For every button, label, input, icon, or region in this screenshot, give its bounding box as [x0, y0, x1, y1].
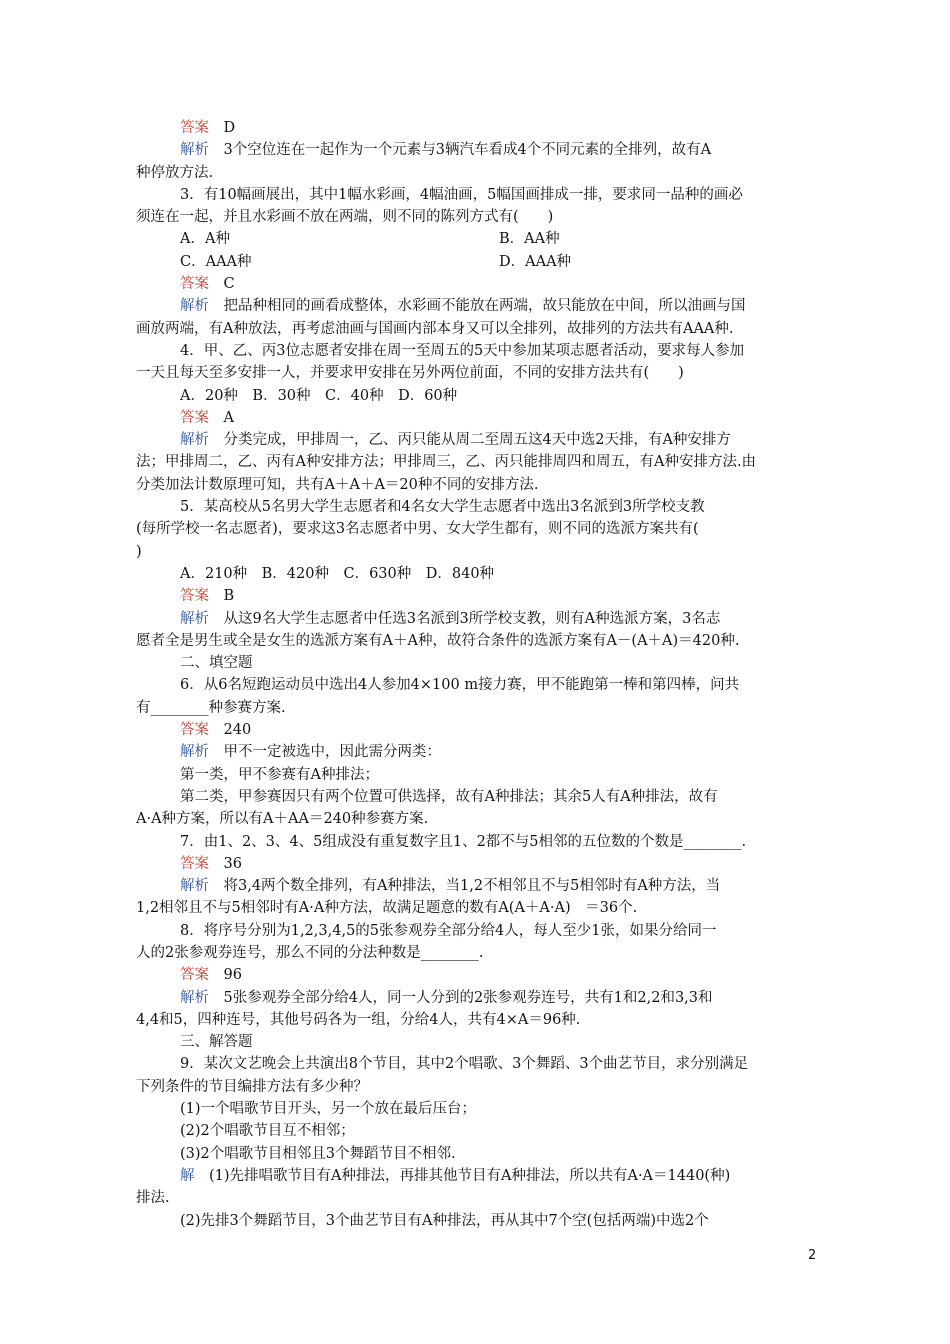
solution-line	[136, 1165, 818, 1187]
analysis-line	[136, 875, 818, 897]
answer-line	[136, 853, 818, 875]
line-text: 7．由1、2、3、4、5组成没有重复数字且1、2都不与5相邻的五位数的个数是________.	[180, 833, 747, 850]
analysis-label: 解析	[180, 744, 209, 761]
paragraph-line	[136, 1098, 818, 1120]
answer-line	[136, 117, 818, 139]
page-number: 2	[808, 1248, 817, 1263]
analysis-line	[136, 608, 818, 630]
line-text: 4．甲、乙、丙3位志愿者安排在周一至周五的5天中参加某项志愿者活动，要求每人参加	[180, 342, 745, 359]
continuation-line	[136, 897, 818, 919]
paragraph-line	[136, 1031, 818, 1053]
paragraph-line	[136, 340, 818, 362]
continuation-line	[136, 1009, 818, 1031]
paragraph-line	[136, 563, 818, 585]
paragraph-line	[136, 1210, 818, 1232]
paragraph-line	[136, 1053, 818, 1075]
line-text: 第一类，甲不参赛有A种排法；	[180, 766, 379, 783]
line-text: (1)先排唱歌节目有A种排法，再排其他节目有A种排法，所以共有A·A＝1440(种)	[209, 1167, 731, 1184]
paragraph-line	[136, 1143, 818, 1165]
line-text: 1,2相邻且不与5相邻时有A·A种方法，故满足题意的数有A(A＋A·A) ＝36个.	[136, 900, 638, 917]
line-text: 有________种参赛方案.	[136, 699, 286, 716]
line-text: A．210种 B．420种 C．630种 D．840种	[180, 565, 495, 582]
answer-line	[136, 585, 818, 607]
option-row	[136, 251, 818, 273]
continuation-line	[136, 697, 818, 719]
line-text: 6．从6名短跑运动员中选出4人参加4×100 m接力赛，甲不能跑第一棒和第四棒，问共	[180, 677, 740, 694]
line-text: 种停放方法.	[136, 164, 214, 181]
line-text: D	[223, 120, 236, 136]
line-text: 把品种相同的画看成整体，水彩画不能放在两端，故只能放在中间，所以油画与国	[223, 298, 746, 315]
paragraph-line	[136, 831, 818, 853]
line-text: 36	[223, 855, 242, 872]
line-text: )	[136, 543, 142, 560]
paragraph-line	[136, 385, 818, 407]
line-text: A．20种 B．30种 C．40种 D．60种	[180, 387, 458, 404]
analysis-line	[136, 139, 818, 161]
answer-label: 答案	[180, 120, 209, 136]
line-text: (2)2个唱歌节目互不相邻；	[180, 1123, 355, 1140]
line-text: 分类完成，甲排周一，乙、丙只能从周二至周五这4天中选2天排，有A种安排方	[223, 432, 731, 449]
continuation-line	[136, 808, 818, 830]
line-text: (2)先排3个舞蹈节目，3个曲艺节目有A种排法，再从其中7个空(包括两端)中选2个	[180, 1212, 709, 1229]
analysis-label: 解析	[180, 989, 209, 1006]
paragraph-line	[136, 786, 818, 808]
line-text: 人的2张参观券连号，那么不同的分法种数是________.	[136, 944, 484, 961]
analysis-line	[136, 429, 818, 451]
line-text: 愿者全是男生或全是女生的选派方案有A＋A种，故符合条件的选派方案有A－(A＋A)＝420种.	[136, 632, 740, 649]
line-text: 从这9名大学生志愿者中任选3名派到3所学校支教，则有A种选派方案，3名志	[223, 610, 721, 627]
continuation-line	[136, 206, 818, 228]
line-text: 96	[223, 967, 242, 984]
option-right: B．AA种	[499, 231, 560, 248]
line-text: 240	[223, 722, 252, 739]
line-text: 5张参观券全部分给4人，同一人分到的2张参观券连号，共有1和2,2和3,3和	[223, 989, 713, 1006]
line-text: 第二类，甲参赛因只有两个位置可供选择，故有A种排法；其余5人有A种排法，故有	[180, 788, 718, 805]
continuation-line	[136, 1076, 818, 1098]
document-body	[136, 117, 818, 1232]
line-text: 9．某次文艺晚会上共演出8个节目，其中2个唱歌、3个舞蹈、3个曲艺节目，求分别满足	[180, 1056, 749, 1073]
answer-line	[136, 719, 818, 741]
continuation-line	[136, 942, 818, 964]
continuation-line	[136, 318, 818, 340]
line-text: 分类加法计数原理可知，共有A＋A＋A＝20种不同的安排方法.	[136, 476, 539, 493]
line-text: 甲不一定被选中，因此需分两类：	[223, 744, 441, 761]
line-text: 三、解答题	[180, 1034, 253, 1051]
analysis-label: 解析	[180, 878, 209, 895]
line-text: A·A种方案，所以有A＋AA＝240种参赛方案.	[136, 811, 429, 828]
option-row	[136, 228, 818, 250]
analysis-label: 解析	[180, 142, 209, 159]
answer-label: 答案	[180, 276, 209, 293]
continuation-line	[136, 451, 818, 473]
line-text: A	[223, 409, 234, 426]
answer-label: 答案	[180, 855, 209, 872]
line-text: 须连在一起，并且水彩画不放在两端，则不同的陈列方式有( )	[136, 209, 554, 226]
paragraph-line	[136, 764, 818, 786]
line-text: 排法.	[136, 1190, 170, 1207]
line-text: 法；甲排周二，乙、丙有A种安排方法；甲排周三，乙、丙只能排周四和周五，有A种安排方法.由	[136, 454, 757, 471]
answer-line	[136, 273, 818, 295]
paragraph-line	[136, 652, 818, 674]
continuation-line	[136, 1187, 818, 1209]
line-text: 8．将序号分别为1,2,3,4,5的5张参观券全部分给4人，每人至少1张，如果分给同一	[180, 922, 717, 939]
analysis-line	[136, 987, 818, 1009]
line-text: 二、填空题	[180, 655, 253, 672]
continuation-line	[136, 474, 818, 496]
option-left: A．A种	[180, 231, 230, 248]
continuation-line	[136, 518, 818, 540]
paragraph-line	[136, 920, 818, 942]
line-text: 下列条件的节目编排方法有多少种？	[136, 1078, 368, 1095]
continuation-line	[136, 362, 818, 384]
paragraph-line	[136, 1120, 818, 1142]
continuation-line	[136, 630, 818, 652]
analysis-line	[136, 295, 818, 317]
line-text: (3)2个唱歌节目相邻且3个舞蹈节目不相邻.	[180, 1145, 456, 1162]
line-text: 一天且每天至多安排一人，并要求甲安排在另外两位前面，不同的安排方法共有( )	[136, 365, 684, 382]
line-text: 3个空位连在一起作为一个元素与3辆汽车看成4个不同元素的全排列，故有A	[223, 142, 712, 159]
line-text: 4,4和5，四种连号，其他号码各为一组，分给4人，共有4×A＝96种.	[136, 1011, 581, 1028]
analysis-line	[136, 741, 818, 763]
line-text: C	[223, 276, 235, 293]
line-text: 将3,4两个数全排列，有A种排法，当1,2不相邻且不与5相邻时有A种方法，当	[223, 878, 721, 895]
paragraph-line	[136, 496, 818, 518]
solution-label: 解	[180, 1167, 195, 1184]
continuation-line	[136, 541, 818, 563]
analysis-label: 解析	[180, 432, 209, 449]
option-right: D．AAA种	[499, 253, 572, 270]
analysis-label: 解析	[180, 298, 209, 315]
analysis-label: 解析	[180, 610, 209, 627]
answer-label: 答案	[180, 588, 209, 605]
option-left: C．AAA种	[180, 253, 252, 270]
paragraph-line	[136, 674, 818, 696]
line-text: (1)一个唱歌节目开头，另一个放在最后压台；	[180, 1101, 477, 1118]
answer-label: 答案	[180, 409, 209, 426]
line-text: 5．某高校从5名男大学生志愿者和4名女大学生志愿者中选出3名派到3所学校支教	[180, 499, 705, 516]
continuation-line	[136, 162, 818, 184]
line-text: B	[223, 588, 235, 605]
answer-line	[136, 407, 818, 429]
answer-line	[136, 964, 818, 986]
answer-label: 答案	[180, 967, 209, 984]
line-text: 画放两端，有A种放法，再考虑油画与国画内部本身又可以全排列，故排列的方法共有AAA种.	[136, 320, 734, 337]
line-text: (每所学校一名志愿者)，要求这3名志愿者中男、女大学生都有，则不同的选派方案共有(	[136, 521, 699, 538]
answer-label: 答案	[180, 722, 209, 739]
line-text: 3．有10幅画展出，其中1幅水彩画，4幅油画，5幅国画排成一排，要求同一品种的画必	[180, 186, 743, 203]
paragraph-line	[136, 184, 818, 206]
